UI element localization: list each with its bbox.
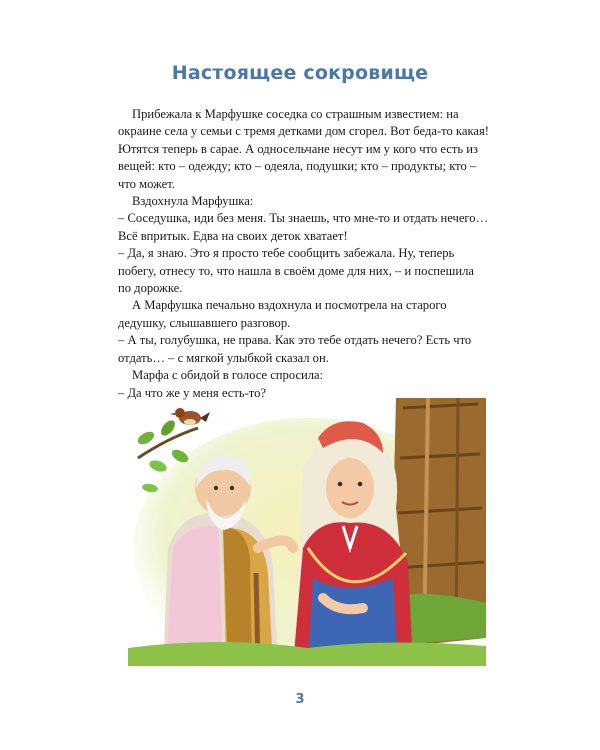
paragraph: – Да, я знаю. Это я просто тебе сообщить забежала. Ну, теперь побегу, отнесу то, что нашла в своём доме для них, – и поспешила по дорожке. xyxy=(118,246,474,296)
paragraph: Вздохнула Марфушка: xyxy=(132,194,254,209)
paragraph: Прибежала к Марфушке соседка со страшным известием: на окраине села у семьи с тремя детками дом сгорел. Вот беда-то какая! Ютятся теперь в сарае. А односельчане несут им у кого что есть из вещей: кто – одежду; кто – одеяла, подушки; кто – продукты; кто – что может. xyxy=(118,107,489,191)
page-number: 3 xyxy=(295,692,305,707)
paragraph: – А ты, голубушка, не права. Как это тебе отдать нечего? Есть что отдать… – с мягкой улыбкой сказал он. xyxy=(118,333,472,365)
paragraph: – Да что же у меня есть-то? xyxy=(118,385,267,400)
story-text xyxy=(118,106,490,402)
paragraph: А Марфушка печально вздохнула и посмотрела на старого дедушку, слышавшего разговор. xyxy=(118,298,447,330)
story-title: Настоящее сокровище xyxy=(171,62,429,84)
bird xyxy=(170,408,210,425)
paragraph: Марфа с обидой в голосе спросила: xyxy=(132,368,324,383)
story-illustration xyxy=(128,398,486,666)
paragraph: – Соседушка, иди без меня. Ты знаешь, что мне-то и отдать нечего… Всё впритык. Едва на своих деток хватает! xyxy=(118,211,489,243)
